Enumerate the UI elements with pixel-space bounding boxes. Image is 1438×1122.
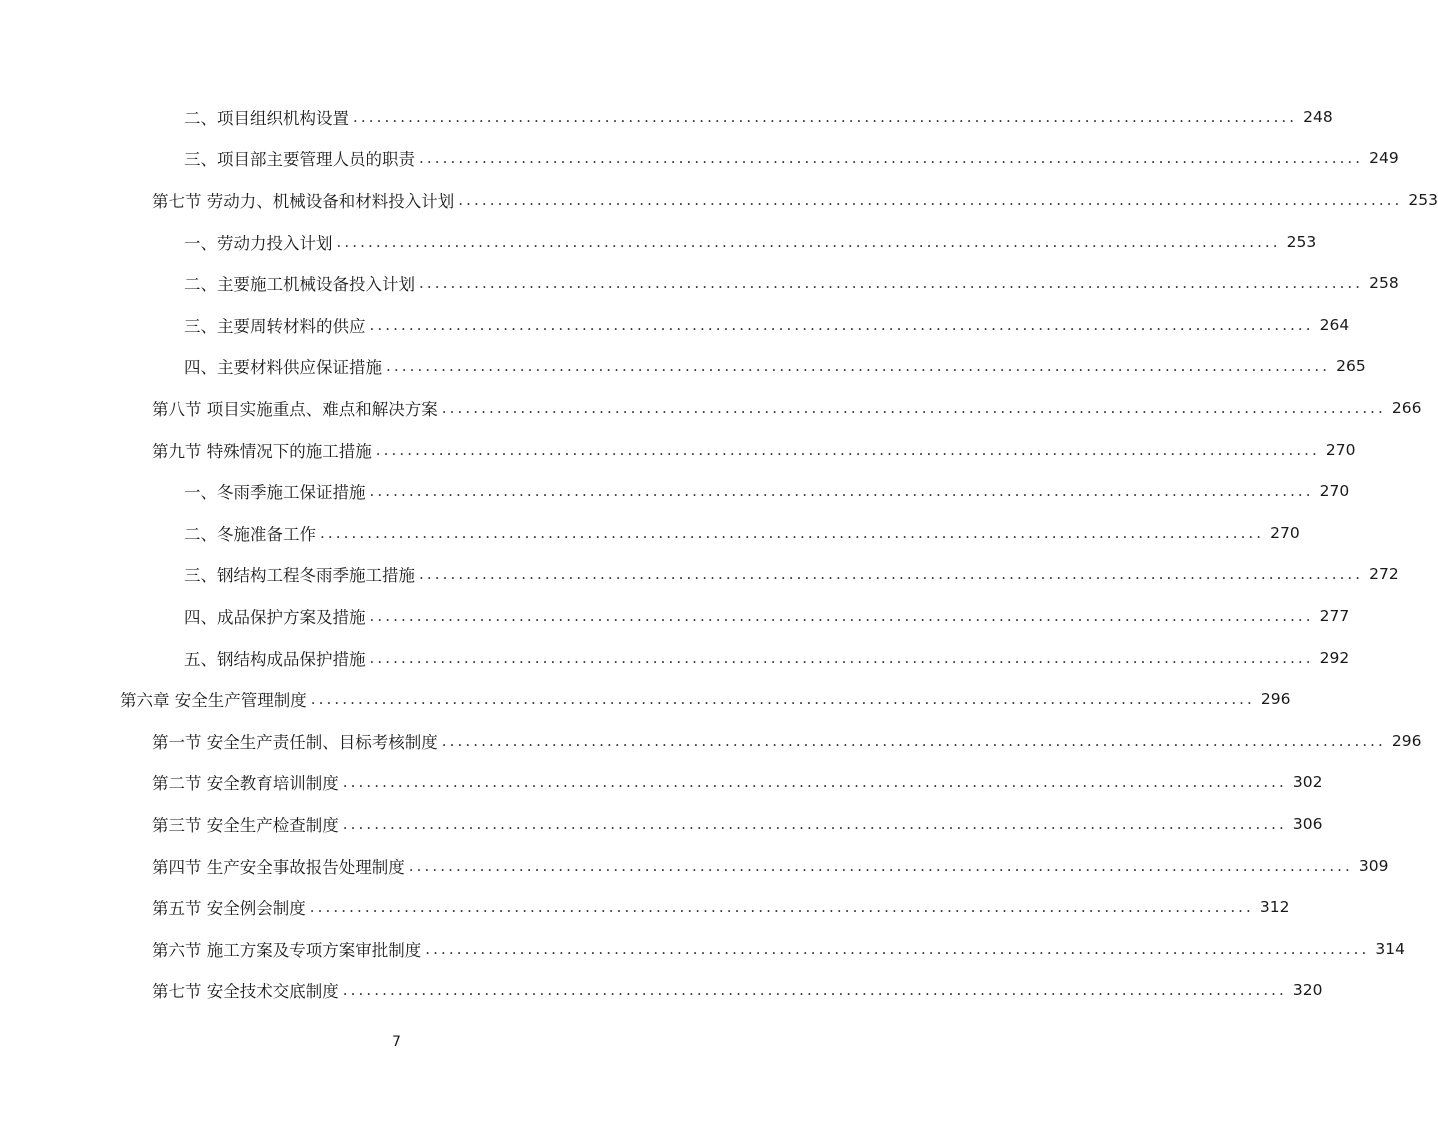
toc-entry-page: 270 bbox=[1319, 482, 1350, 501]
toc-dot-leader: ........................................................................................................................ bbox=[369, 606, 1314, 625]
toc-dot-leader: ........................................................................................................................ bbox=[342, 773, 1287, 792]
toc-entry-title: 三、主要周转材料的供应 bbox=[184, 316, 366, 336]
toc-entry-page: 292 bbox=[1319, 648, 1350, 667]
toc-dot-leader: ........................................................................................................................ bbox=[386, 357, 1331, 376]
toc-entry-page: 266 bbox=[1391, 398, 1422, 417]
toc-dot-leader: ........................................................................................................................ bbox=[408, 856, 1353, 875]
toc-entry[interactable] bbox=[184, 554, 1399, 596]
toc-entry-page: 253 bbox=[1408, 190, 1438, 209]
toc-entry[interactable] bbox=[184, 262, 1399, 304]
toc-entry-page: 272 bbox=[1369, 565, 1399, 584]
toc-dot-leader: ........................................................................................................................ bbox=[320, 523, 1265, 542]
toc-entry[interactable] bbox=[152, 886, 1290, 928]
toc-entry-page: 314 bbox=[1375, 939, 1406, 958]
toc-entry-title: 二、项目组织机构设置 bbox=[184, 108, 349, 128]
toc-entry-title: 第七节 劳动力、机械设备和材料投入计划 bbox=[152, 191, 455, 211]
page-number: 7 bbox=[392, 1034, 401, 1050]
toc-entry-page: 264 bbox=[1319, 315, 1350, 334]
toc-entry-title: 四、成品保护方案及措施 bbox=[184, 607, 366, 627]
toc-entry-page: 296 bbox=[1260, 690, 1291, 709]
toc-entry-page: 312 bbox=[1259, 898, 1290, 917]
toc-entry-page: 253 bbox=[1286, 232, 1317, 251]
toc-dot-leader: ........................................................................................................................ bbox=[425, 939, 1370, 958]
toc-entry[interactable] bbox=[152, 179, 1438, 221]
toc-dot-leader: ........................................................................................................................ bbox=[441, 731, 1386, 750]
toc-entry-title: 第七节 安全技术交底制度 bbox=[152, 982, 339, 1002]
toc-entry[interactable] bbox=[152, 845, 1389, 887]
toc-entry-page: 302 bbox=[1292, 773, 1323, 792]
toc-entry-title: 第五节 安全例会制度 bbox=[152, 899, 306, 919]
toc-entry-page: 270 bbox=[1325, 440, 1356, 459]
toc-dot-leader: ........................................................................................................................ bbox=[353, 107, 1298, 126]
toc-dot-leader: ........................................................................................................................ bbox=[369, 315, 1314, 334]
toc-dot-leader: ........................................................................................................................ bbox=[369, 482, 1314, 501]
toc-dot-leader: ........................................................................................................................ bbox=[419, 149, 1364, 168]
toc-dot-leader: ........................................................................................................................ bbox=[369, 648, 1314, 667]
toc-entry[interactable] bbox=[152, 387, 1422, 429]
toc-dot-leader: ........................................................................................................................ bbox=[458, 190, 1403, 209]
toc-entry[interactable] bbox=[152, 762, 1323, 804]
toc-entry-title: 第一节 安全生产责任制、目标考核制度 bbox=[152, 732, 438, 752]
toc-entry[interactable] bbox=[152, 429, 1356, 471]
toc-entry[interactable] bbox=[184, 304, 1350, 346]
toc-entry[interactable] bbox=[184, 637, 1350, 679]
toc-entry[interactable] bbox=[152, 928, 1406, 970]
toc-entry-title: 二、主要施工机械设备投入计划 bbox=[184, 275, 415, 295]
toc-dot-leader: ........................................................................................................................ bbox=[419, 274, 1364, 293]
toc-entry-page: 258 bbox=[1369, 274, 1399, 293]
toc-entry-title: 二、冬施准备工作 bbox=[184, 524, 316, 544]
toc-entry-title: 第六节 施工方案及专项方案审批制度 bbox=[152, 940, 422, 960]
toc-entry-title: 三、钢结构工程冬雨季施工措施 bbox=[184, 566, 415, 586]
toc-dot-leader: ........................................................................................................................ bbox=[310, 690, 1255, 709]
toc-entry[interactable] bbox=[152, 970, 1323, 1012]
toc-entry-title: 五、钢结构成品保护措施 bbox=[184, 649, 366, 669]
toc-entry-title: 第八节 项目实施重点、难点和解决方案 bbox=[152, 399, 438, 419]
toc-entry[interactable] bbox=[184, 346, 1366, 388]
toc-entry-title: 第二节 安全教育培训制度 bbox=[152, 774, 339, 794]
toc-dot-leader: ........................................................................................................................ bbox=[309, 898, 1254, 917]
toc-dot-leader: ........................................................................................................................ bbox=[419, 565, 1364, 584]
toc-entry[interactable] bbox=[120, 678, 1291, 720]
toc-dot-leader: ........................................................................................................................ bbox=[441, 398, 1386, 417]
toc-entry-title: 第四节 生产安全事故报告处理制度 bbox=[152, 857, 405, 877]
toc-entry[interactable] bbox=[184, 595, 1350, 637]
toc-dot-leader: ........................................................................................................................ bbox=[336, 232, 1281, 251]
toc-entry-page: 277 bbox=[1319, 606, 1350, 625]
toc-entry-page: 249 bbox=[1369, 149, 1399, 168]
toc-entry-page: 265 bbox=[1336, 357, 1366, 376]
toc-entry-page: 248 bbox=[1303, 107, 1333, 126]
toc-entry-title: 四、主要材料供应保证措施 bbox=[184, 358, 382, 378]
toc-entry-page: 309 bbox=[1358, 856, 1389, 875]
toc-dot-leader: ........................................................................................................................ bbox=[342, 814, 1287, 833]
toc-entry-page: 320 bbox=[1292, 981, 1323, 1000]
toc-entry[interactable] bbox=[184, 512, 1300, 554]
toc-dot-leader: ........................................................................................................................ bbox=[342, 981, 1287, 1000]
toc-entry[interactable] bbox=[152, 803, 1323, 845]
toc-entry-title: 一、冬雨季施工保证措施 bbox=[184, 483, 366, 503]
toc-entry[interactable] bbox=[184, 221, 1317, 263]
toc-entry[interactable] bbox=[184, 138, 1399, 180]
toc-entry-title: 一、劳动力投入计划 bbox=[184, 233, 333, 253]
toc-dot-leader: ........................................................................................................................ bbox=[375, 440, 1320, 459]
toc-entry[interactable] bbox=[184, 470, 1350, 512]
toc-entry-page: 296 bbox=[1391, 731, 1422, 750]
toc-entry-page: 306 bbox=[1292, 814, 1323, 833]
toc-entry-page: 270 bbox=[1270, 523, 1300, 542]
toc-entry[interactable] bbox=[152, 720, 1422, 762]
toc-entry-title: 第九节 特殊情况下的施工措施 bbox=[152, 441, 372, 461]
toc-entry-title: 第三节 安全生产检查制度 bbox=[152, 815, 339, 835]
toc-entry[interactable] bbox=[184, 96, 1333, 138]
toc-entry-title: 三、项目部主要管理人员的职责 bbox=[184, 150, 415, 170]
toc-entry-title: 第六章 安全生产管理制度 bbox=[120, 691, 307, 711]
